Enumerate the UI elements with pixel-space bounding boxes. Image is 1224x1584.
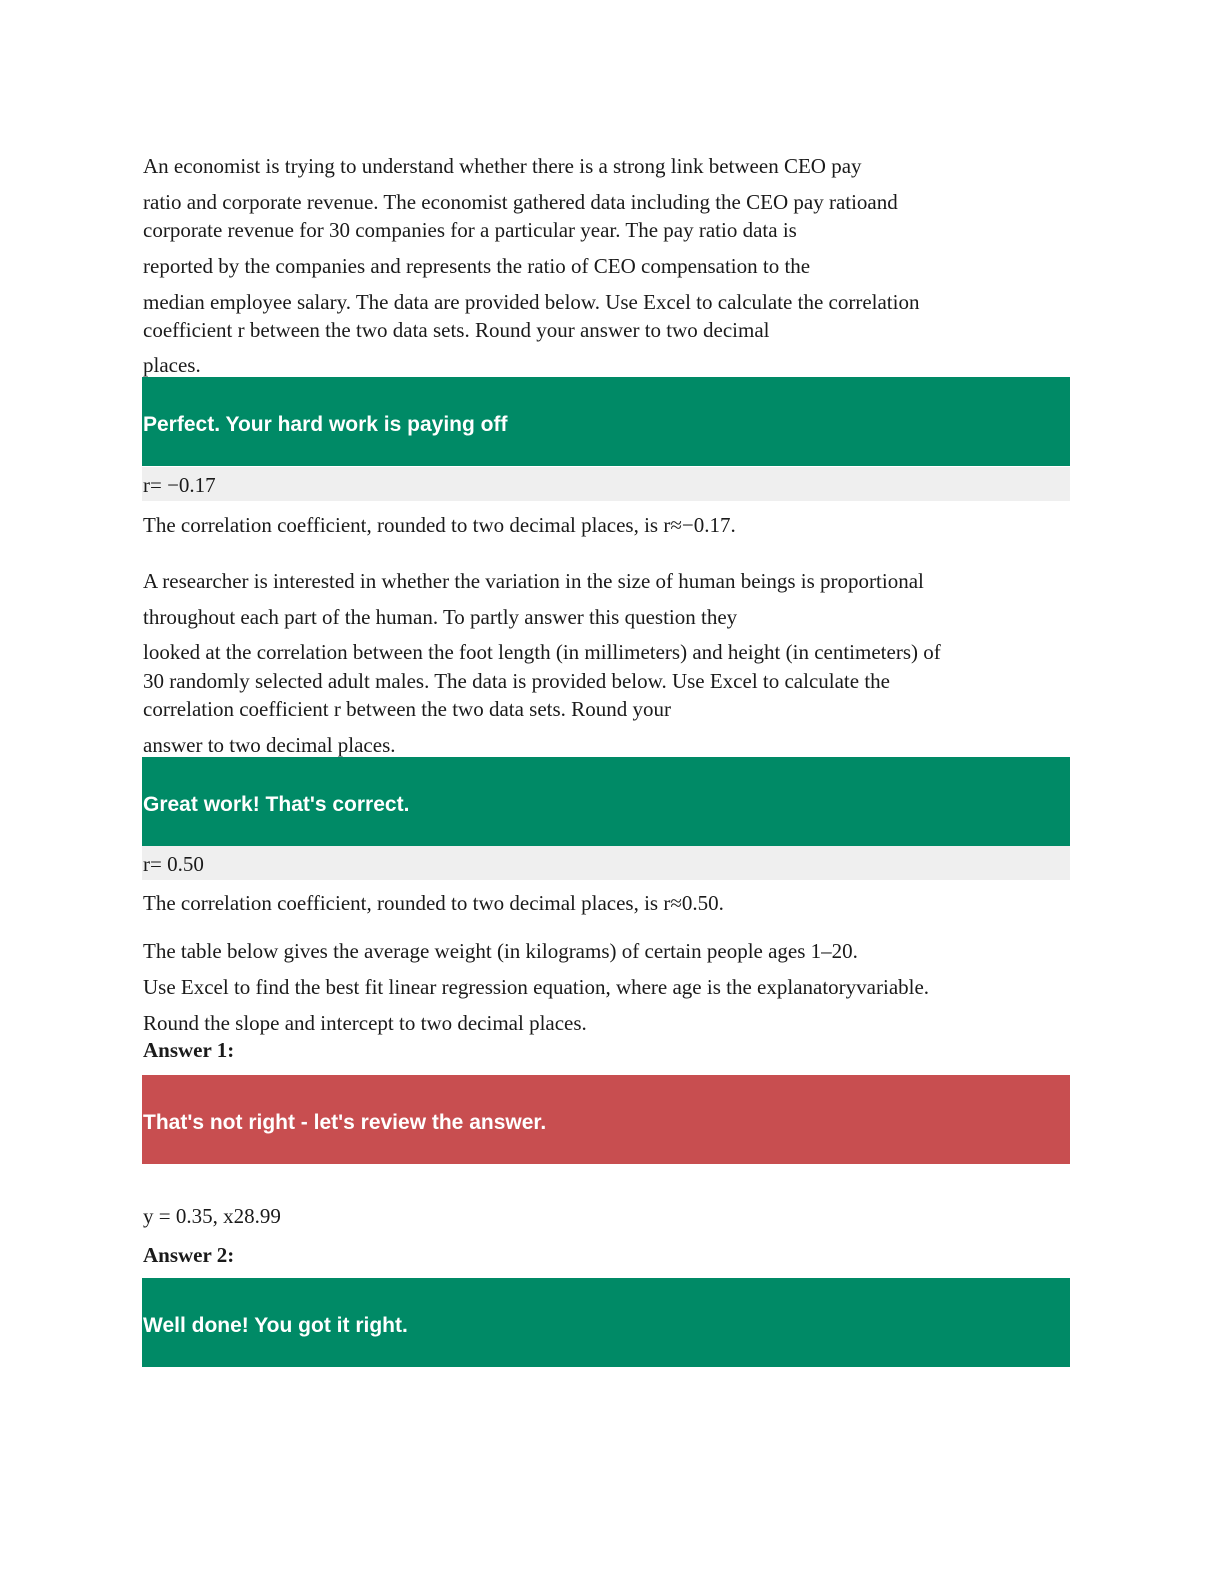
answer-2-label: Answer 2: bbox=[143, 1243, 235, 1267]
answer-1-feedback-banner bbox=[142, 1075, 1070, 1164]
q2-text-line-5: correlation coefficient r between the two data sets. Round your bbox=[143, 697, 671, 721]
answer-2-feedback-banner bbox=[142, 1278, 1070, 1367]
q2-explanation: The correlation coefficient, rounded to two decimal places, is r≈0.50. bbox=[143, 891, 724, 915]
q1-text-line-1: An economist is trying to understand whether there is a strong link between CEO pay bbox=[143, 154, 862, 178]
q2-feedback-banner bbox=[142, 757, 1070, 846]
q1-text-line-6: coefficient r between the two data sets. Round your answer to two decimal bbox=[143, 318, 770, 342]
answer-1-value: y = 0.35, x28.99 bbox=[143, 1204, 281, 1228]
q1-text-line-4: reported by the companies and represents the ratio of CEO compensation to the bbox=[143, 254, 811, 278]
q2-answer-row bbox=[142, 846, 1070, 880]
q2-text-line-1: A researcher is interested in whether the variation in the size of human beings is proportional bbox=[143, 569, 924, 593]
q2-text-line-6: answer to two decimal places. bbox=[143, 733, 396, 757]
q1-text-line-7: places. bbox=[143, 353, 201, 377]
q2-text-line-2: throughout each part of the human. To partly answer this question they bbox=[143, 605, 738, 629]
q2-answer-value: r= 0.50 bbox=[143, 852, 204, 876]
q3-text-line-3: Round the slope and intercept to two decimal places. bbox=[143, 1011, 587, 1035]
q3-text-line-1: The table below gives the average weight (in kilograms) of certain people ages 1–20. bbox=[143, 939, 858, 963]
q1-answer-row bbox=[142, 467, 1070, 501]
q2-text-line-4: 30 randomly selected adult males. The data is provided below. Use Excel to calculate the bbox=[143, 669, 890, 693]
q1-feedback-banner bbox=[142, 377, 1070, 466]
q2-text-line-3: looked at the correlation between the foot length (in millimeters) and height (in centimeters) of bbox=[143, 640, 941, 664]
q1-text-line-2: ratio and corporate revenue. The economist gathered data including the CEO pay ratioand bbox=[143, 190, 898, 214]
q1-text-line-5: median employee salary. The data are provided below. Use Excel to calculate the correlation bbox=[143, 290, 920, 314]
answer-2-feedback-message: Well done! You got it right. bbox=[143, 1314, 408, 1337]
q3-text-line-2: Use Excel to find the best fit linear regression equation, where age is the explanatoryvariable. bbox=[143, 975, 930, 999]
answer-1-feedback-message: That's not right - let's review the answer. bbox=[143, 1111, 547, 1134]
q1-explanation: The correlation coefficient, rounded to two decimal places, is r≈−0.17. bbox=[143, 513, 736, 537]
q2-feedback-message: Great work! That's correct. bbox=[143, 793, 410, 816]
q1-answer-value: r= −0.17 bbox=[143, 473, 216, 497]
q1-text-line-3: corporate revenue for 30 companies for a particular year. The pay ratio data is bbox=[143, 218, 797, 242]
q1-feedback-message: Perfect. Your hard work is paying off bbox=[143, 413, 508, 436]
answer-1-label: Answer 1: bbox=[143, 1038, 235, 1062]
